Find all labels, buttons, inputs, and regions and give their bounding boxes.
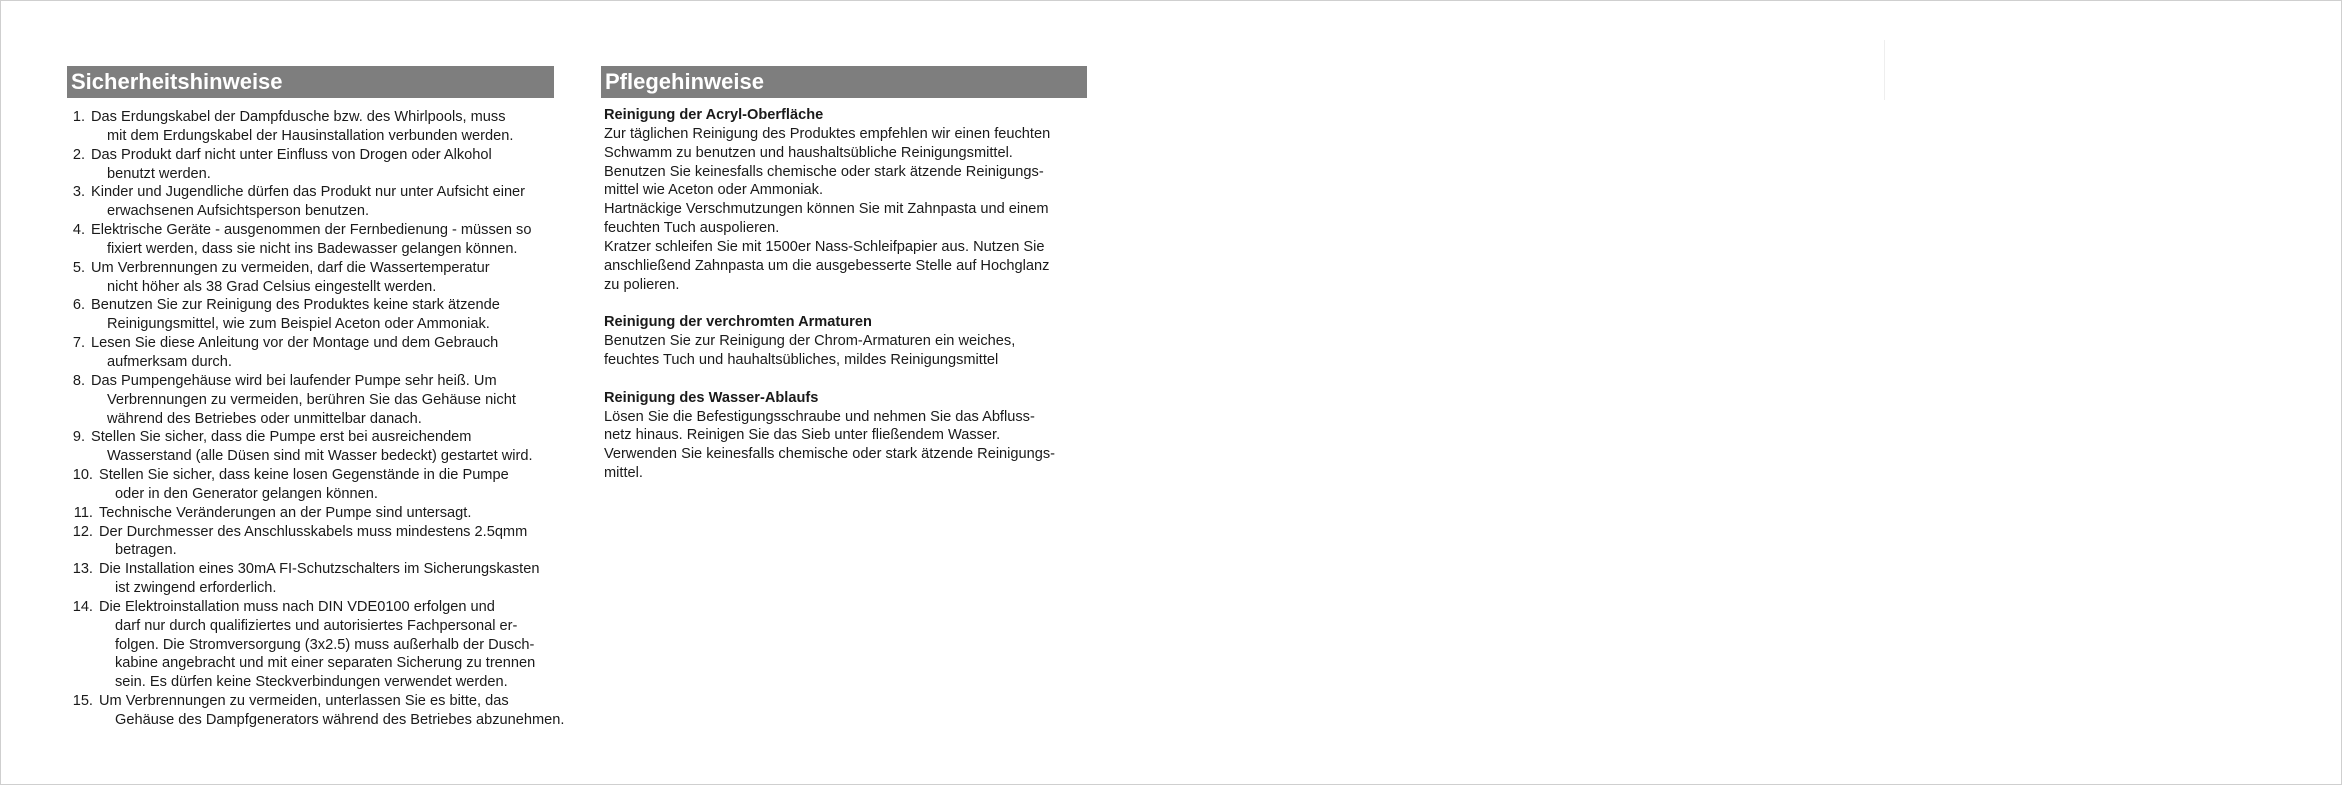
item-text-line: folgen. Die Stromversorgung (3x2.5) muss außerhalb der Dusch- [115,636,535,653]
item-number: 9. [72,429,85,446]
item-text-line: mit dem Erdungskabel der Hausinstallation verbunden werden. [107,127,514,144]
safety-list-item [67,428,627,466]
item-text-line: Um Verbrennungen zu vermeiden, darf die Wassertemperatur [91,259,490,276]
item-text-line: sein. Es dürfen keine Steckverbindungen verwendet werden. [115,674,508,691]
item-text-line: benutzt werden. [107,165,211,182]
care-section [604,389,1124,483]
care-text-line: Benutzen Sie zur Reinigung der Chrom-Armaturen ein weiches, [604,333,1016,350]
item-text-line: betragen. [115,542,177,559]
item-text-line: Wasserstand (alle Düsen sind mit Wasser bedeckt) gestartet wird. [107,448,533,465]
item-number: 10. [72,467,93,484]
safety-list-item [67,560,627,598]
item-text-line: während des Betriebes oder unmittelbar danach. [107,410,422,427]
item-text-line: ist zwingend erforderlich. [115,580,277,597]
item-number: 6. [72,297,85,314]
item-text-line: Das Pumpengehäuse wird bei laufender Pumpe sehr heiß. Um [91,372,497,389]
item-number: 1. [72,109,85,125]
item-number: 15. [72,693,93,710]
item-number: 14. [72,598,93,615]
safety-list-item [67,523,627,561]
item-text-line: erwachsenen Aufsichtsperson benutzen. [107,203,370,220]
item-text-line: Elektrische Geräte - ausgenommen der Fernbedienung - müssen so [91,222,532,239]
care-text-line: Lösen Sie die Befestigungsschraube und nehmen Sie das Abfluss- [604,408,1035,425]
item-text-line: Kinder und Jugendliche dürfen das Produkt nur unter Aufsicht einer [91,184,526,201]
care-text-line: Schwamm zu benutzen und haushaltsübliche Reinigungsmittel. [604,144,1013,161]
item-text [93,598,535,692]
item-text-line: Das Produkt darf nicht unter Einfluss von Drogen oder Alkohol [91,146,492,163]
care-text-line: Verwenden Sie keinesfalls chemische oder stark ätzende Reinigungs- [604,446,1056,463]
item-text-line: Der Durchmesser des Anschlusskabels muss mindestens 2.5qmm [99,523,528,540]
care-section [604,106,1124,294]
care-text-line: feuchtes Tuch und hauhaltsübliches, mildes Reinigungsmittel [604,351,999,368]
item-text [93,504,471,523]
care-text-line: Kratzer schleifen Sie mit 1500er Nass-Schleifpapier aus. Nutzen Sie [604,238,1045,255]
care-text-line: Zur täglichen Reinigung des Produktes empfehlen wir einen feuchten [604,125,1051,142]
safety-list-item [67,598,627,692]
care-text-line: zu polieren. [604,276,680,293]
item-text-line: Stellen Sie sicher, dass die Pumpe erst bei ausreichendem [91,429,472,446]
safety-list-item [67,692,627,730]
item-text-line: Lesen Sie diese Anleitung vor der Montage und dem Gebrauch [91,335,499,352]
safety-list-item [67,221,627,259]
safety-list-item [67,259,627,297]
item-text [85,108,513,146]
item-text-line: Verbrennungen zu vermeiden, berühren Sie das Gehäuse nicht [107,391,516,408]
item-text [85,334,498,372]
item-number: 12. [72,523,93,540]
care-section-heading: Reinigung der verchromten Armaturen [604,314,872,331]
care-section-heading: Reinigung des Wasser-Ablaufs [604,389,819,406]
item-text [85,146,492,184]
safety-list-item [67,372,627,429]
safety-list-item [67,146,627,184]
item-text [85,183,525,221]
item-text [85,296,500,334]
item-number: 5. [72,259,85,276]
item-text-line: Die Installation eines 30mA FI-Schutzschalters im Sicherungskasten [99,561,540,578]
item-number: 11. [73,504,93,521]
safety-list-item [67,183,627,221]
item-text-line: kabine angebracht und mit einer separaten Sicherung zu trennen [115,655,536,672]
care-section [604,313,1124,370]
item-text [93,560,539,598]
item-text [85,221,531,259]
item-text-line: aufmerksam durch. [107,353,232,370]
care-column [604,106,1124,502]
item-text-line: darf nur durch qualifiziertes und autorisiertes Fachpersonal er- [115,617,518,634]
fold-line [1884,40,1885,100]
safety-list-item [67,334,627,372]
item-text-line: oder in den Generator gelangen können. [115,485,378,502]
safety-list-item [67,108,627,146]
item-text [93,466,509,504]
item-text-line: Reinigungsmittel, wie zum Beispiel Aceton oder Ammoniak. [107,316,490,333]
item-text-line: Die Elektroinstallation muss nach DIN VDE0100 erfolgen und [99,598,495,615]
item-number: 3. [72,184,85,201]
item-text [85,259,490,297]
item-text [93,523,527,561]
safety-list-item [67,296,627,334]
item-number: 13. [72,561,93,578]
item-text-line: Benutzen Sie zur Reinigung des Produktes keine stark ätzende [91,297,500,314]
care-text-line: Benutzen Sie keinesfalls chemische oder stark ätzende Reinigungs- [604,163,1044,180]
safety-list-item [67,504,627,523]
item-text-line: nicht höher als 38 Grad Celsius eingestellt werden. [107,278,437,295]
care-text-line: feuchten Tuch auspolieren. [604,220,780,237]
item-number: 7. [72,335,85,352]
item-number: 4. [72,222,85,239]
item-text-line: fixiert werden, dass sie nicht ins Badewasser gelangen können. [107,240,518,257]
item-number: 8. [72,372,85,389]
safety-list-item [67,466,627,504]
care-text-line: netz hinaus. Reinigen Sie das Sieb unter fließendem Wasser. [604,427,1001,444]
item-text-line: Stellen Sie sicher, dass keine losen Gegenstände in die Pumpe [99,467,509,484]
item-text [93,692,564,730]
safety-section-header: Sicherheitshinweise [67,66,554,98]
care-text-line: Hartnäckige Verschmutzungen können Sie mit Zahnpasta und einem [604,201,1049,218]
care-section-heading: Reinigung der Acryl-Oberfläche [604,107,824,123]
item-text-line: Technische Veränderungen an der Pumpe sind untersagt. [99,504,472,521]
item-number: 2. [72,146,85,163]
care-text-line: mittel wie Aceton oder Ammoniak. [604,182,824,199]
care-section-header: Pflegehinweise [601,66,1087,98]
item-text-line: Das Erdungskabel der Dampfdusche bzw. des Whirlpools, muss [91,109,506,125]
safety-list [67,108,627,730]
item-text-line: Gehäuse des Dampfgenerators während des Betriebes abzunehmen. [115,712,565,728]
care-text-line: anschließend Zahnpasta um die ausgebesserte Stelle auf Hochglanz [604,257,1050,274]
item-text [85,428,533,466]
item-text [85,372,516,429]
care-text-line: mittel. [604,465,643,482]
item-text-line: Um Verbrennungen zu vermeiden, unterlassen Sie es bitte, das [99,693,509,710]
